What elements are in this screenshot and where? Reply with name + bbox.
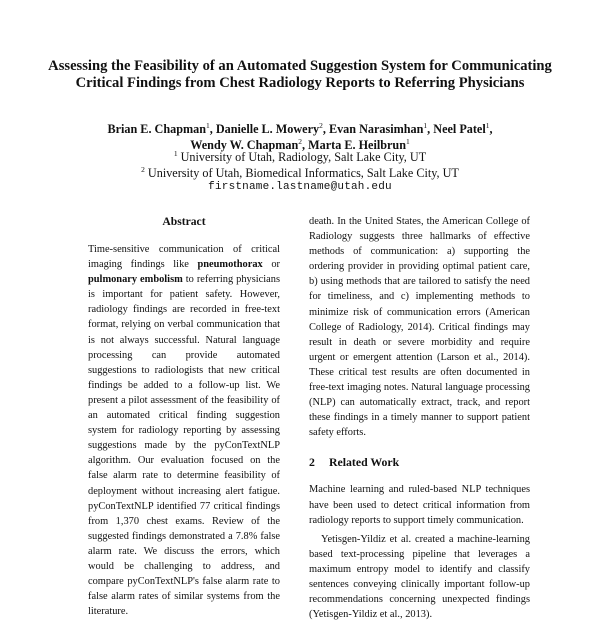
- author-affiliation-mark: 2: [319, 120, 323, 130]
- related-work-paragraph: Machine learning and ruled-based NLP techniques have been used to detect critical information from radiology reports to support timely communication.: [309, 484, 530, 526]
- author-affiliation-mark: 1: [485, 120, 490, 130]
- author-affiliation-mark: 1: [405, 136, 410, 146]
- author-name: Evan Narasimhan: [328, 122, 424, 136]
- section-title: Related Work: [329, 455, 400, 470]
- right-column: [309, 214, 530, 622]
- author-name: Danielle L. Mowery: [215, 122, 320, 136]
- author-name: Marta E. Heilbrun: [308, 138, 406, 152]
- abstract-keyword: pneumothorax: [197, 259, 263, 271]
- abstract-text-part: to referring physicians is important for patient safety. However, radiology findings are recorded in free-text format, relying on verbal communication that is not always successful. Natural language processing can provide automated suggestions to radiologists that new critical findings be added to a follow-up list. We present a pilot assessment of the feasibility of an automated critical finding suggestion system for radiology reporting by assessing suggestions made by the pyConTextNLP algorithm. Our evaluation focused on the false alarm rate to determine feasibility of deployment without increasing alert fatigue. pyConTextNLP identified 77 critical findings from 1,370 chest exams. Review of the suggested findings demonstrated a 7.8% false alarm rate. We discuss the errors, which would be challenging to address, and compare pyConTextNLP's false alarm rate to false alarm rates of similar systems from the literature.: [88, 274, 281, 618]
- author-name: Brian E. Chapman: [107, 122, 207, 136]
- author-affiliation-mark: 1: [206, 120, 210, 130]
- abstract-text-part: or: [262, 259, 280, 271]
- affiliation-line: [40, 165, 560, 181]
- paper-title: Assessing the Feasibility of an Automated Suggestion System for Communicating Critical Findings from Chest Radiology Reports to Referring Physicians: [48, 58, 552, 91]
- author-affiliation-mark: 1: [423, 120, 428, 130]
- related-work-paragraph: Yetisgen-Yildiz et al. created a machine-learning based text-processing pipeline that leverages a maximum entropy model to identify and classify sentences conveying clinically important follow-up recommendations concerning unexpected findings (Yetisgen-Yildiz et al., 2013).: [309, 533, 530, 621]
- section-number: 2: [309, 455, 315, 470]
- abstract-text-part: Time-sensitive communication of critical imaging findings like: [88, 244, 280, 271]
- affiliation-number: 2: [141, 164, 145, 174]
- affiliation-line: [40, 149, 560, 165]
- author-email: firstname.lastname@utah.edu: [208, 181, 392, 193]
- abstract-text: [88, 242, 280, 619]
- intro-paragraph: death. In the United States, the American College of Radiology suggests three hallmarks of effective methods of communication: a) supporting the ordering provider in providing optimal patient care, b) using methods that are tailored to satisfy the need for timeliness, and c) implementing methods to minimize risk of communication errors (American College of Radiology, 2014). Critical findings may result in death or severe morbidity and require urgent or emergent attention (Larson et al., 2014). These critical test results are often documented in free-text imaging notes. Natural language processing (NLP) can automatically extract, track, and report these findings in a timely manner to support patient safety efforts.: [309, 216, 530, 439]
- left-column: [88, 214, 280, 619]
- affiliation-list: [40, 149, 560, 181]
- author-list: Brian E. Chapman$^1$, Danielle L. Mowery$^2$, Evan Narasimhan$^1$, Neel Patel$^1$, Wendy W. Chapman$^2$, Marta E. Heilbrun$^1$: [107, 120, 493, 152]
- affiliation-text: University of Utah, Biomedical Informatics, Salt Lake City, UT: [147, 166, 459, 180]
- author-affiliation-mark: 2: [298, 136, 303, 146]
- affiliation-text: University of Utah, Radiology, Salt Lake City, UT: [180, 150, 427, 164]
- abstract-keyword: pulmonary embolism: [88, 274, 183, 286]
- author-name: Wendy W. Chapman: [190, 138, 299, 152]
- author-name: Neel Patel: [433, 122, 486, 136]
- section-heading: [309, 454, 530, 470]
- affiliation-number: 1: [173, 148, 178, 158]
- abstract-heading: Abstract: [162, 215, 206, 228]
